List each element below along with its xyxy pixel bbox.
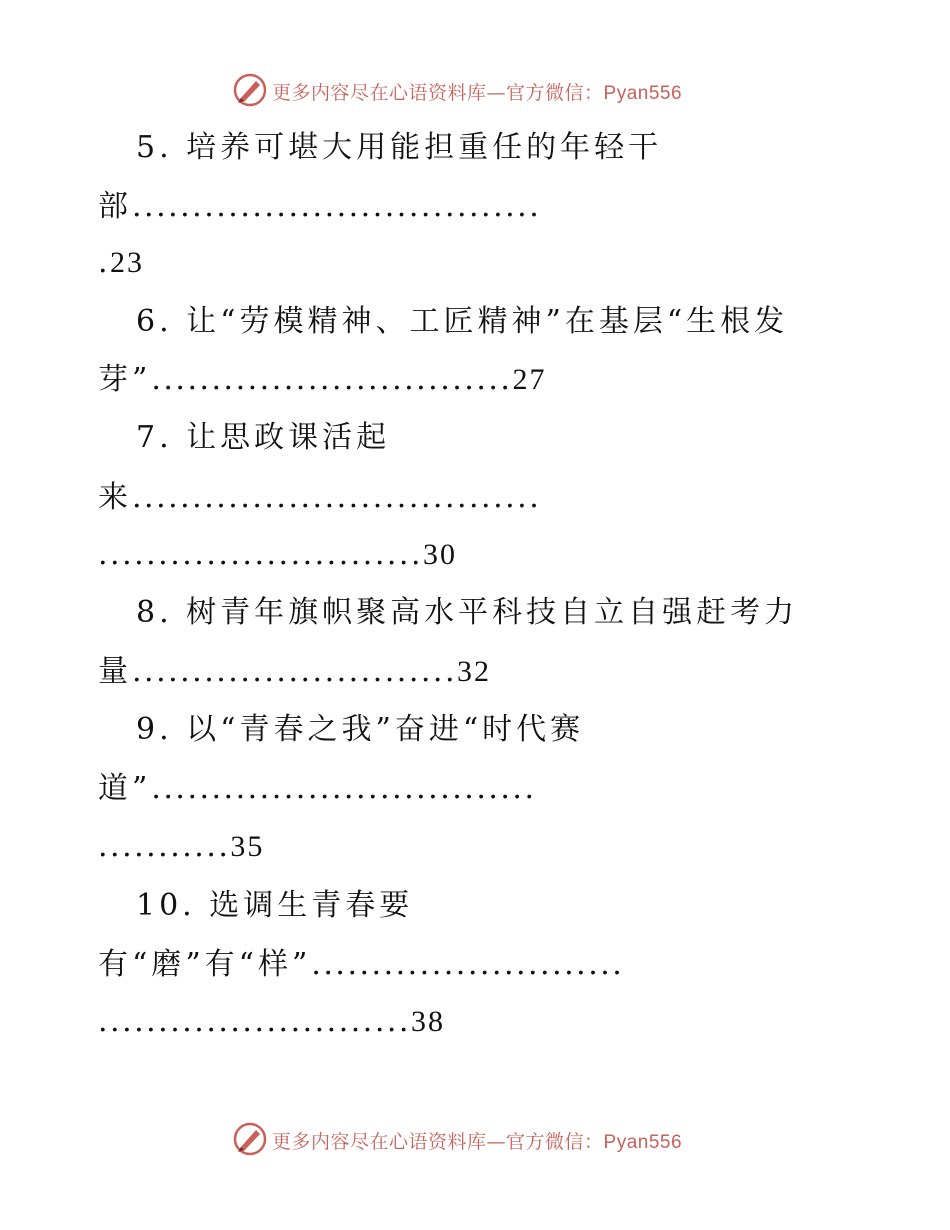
toc-entry-5-page[interactable]: .23 bbox=[98, 245, 145, 280]
header-watermark bbox=[0, 70, 950, 110]
toc-entry-5-leader: 部.................................. bbox=[98, 189, 542, 224]
pen-logo-icon bbox=[232, 72, 268, 108]
toc-entry-7-leader: 来.................................. bbox=[98, 480, 542, 515]
toc-entry-7-title[interactable]: 7. 让思政课活起 bbox=[136, 420, 391, 455]
toc-entry-9-title[interactable]: 9. 以“青春之我”奋进“时代赛 bbox=[136, 712, 585, 747]
wechat-id: Pyan556 bbox=[603, 83, 683, 104]
toc-entry-9-leader: 道”................................ bbox=[98, 771, 537, 806]
toc-entry-10-title[interactable]: 10. 选调生青春要 bbox=[136, 888, 414, 923]
toc-entry-10-leader: 有“磨”有“样”.......................... bbox=[98, 947, 625, 982]
toc-entry-10-page[interactable]: ..........................38 bbox=[98, 1004, 445, 1039]
toc-entry-7-page[interactable]: ...........................30 bbox=[98, 537, 457, 572]
toc-entry-8-title[interactable]: 8. 树青年旗帜聚高水平科技自立自强赶考力 bbox=[136, 595, 799, 630]
pen-logo-icon bbox=[232, 1121, 268, 1157]
watermark-text: 更多内容尽在心语资料库—官方微信：Pyan556 bbox=[272, 1131, 683, 1153]
toc-entry-8-leader[interactable]: 量...........................32 bbox=[98, 654, 491, 689]
toc-entry-6-leader[interactable]: 芽”..............................27 bbox=[98, 362, 547, 397]
footer-watermark bbox=[0, 1119, 950, 1159]
wechat-id: Pyan556 bbox=[603, 1132, 683, 1153]
watermark-text: 更多内容尽在心语资料库—官方微信：Pyan556 bbox=[272, 82, 683, 104]
toc-entry-9-page[interactable]: ...........35 bbox=[98, 829, 265, 864]
toc-entry-5-title[interactable]: 5. 培养可堪大用能担重任的年轻干 bbox=[136, 130, 663, 165]
toc-entry-6-title[interactable]: 6. 让“劳模精神、工匠精神”在基层“生根发 bbox=[136, 304, 789, 339]
